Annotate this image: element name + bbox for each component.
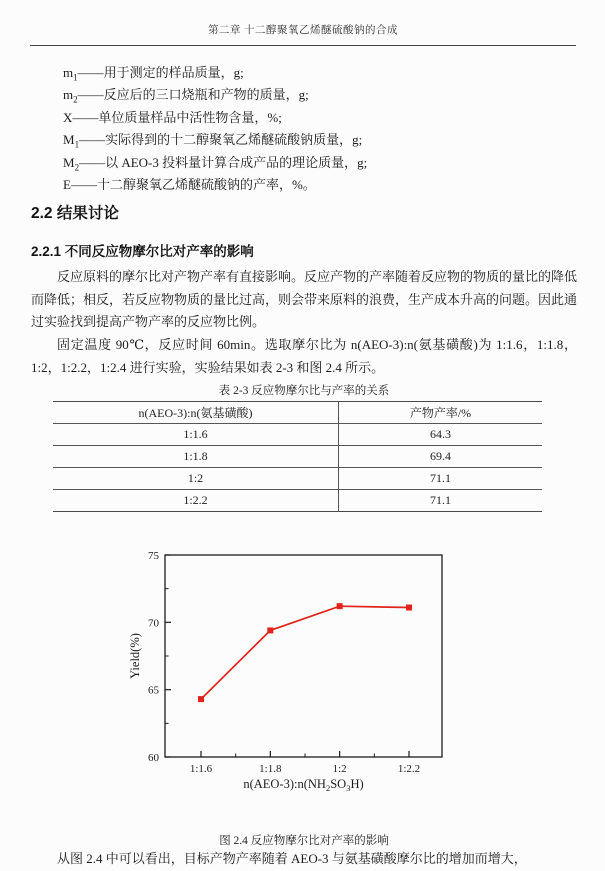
definitions-list: [63, 62, 578, 196]
table-cell: 71.1: [339, 468, 543, 490]
table-row: [53, 446, 542, 468]
paragraph-experiment-conditions: 固定温度 90℃，反应时间 60min。选取摩尔比为 n(AEO-3):n(氨基磺酸)为 1:1.6，1:1.8，1:2，1:2.2，1:2.4 进行实验，实验结果如表 2-3 和图 2.4 所示。: [31, 337, 577, 375]
definition-item: $m_1——$用于测定的样品质量，g;: [63, 65, 244, 83]
paragraph-molar-ratio-intro: 反应原料的摩尔比对产物产率有直接影响。反应产物的产率随着反应物的物质的量比的降低而降低；相反，若反应物物质的量比过高，则会带来原料的浪费，生产成本升高的问题。因此通过实验找到提高产物产率的反应物比例。: [31, 269, 578, 329]
paragraph-figure-discussion: 从图 2.4 中可以看出，目标产物产率随着 AEO-3 与氨基磺酸摩尔比的增加而增大，: [57, 851, 527, 866]
table-body: [53, 424, 542, 512]
table-row: [53, 490, 542, 512]
table-row: [53, 468, 542, 490]
page-header-title: 第二章 十二醇聚氧乙烯醚硫酸钠的合成: [207, 25, 399, 36]
definition-item: $M_2——$以 AEO-3 投料量计算合成产品的理论质量，g;: [63, 154, 368, 173]
table-cell: 64.3: [339, 424, 543, 446]
y-tick-label: 75: [148, 550, 159, 562]
data-point-marker: [267, 627, 273, 633]
x-tick-label: 1:1.6: [189, 763, 213, 775]
section-heading-2-2: 2.2 结果讨论: [31, 205, 119, 222]
y-axis-title: Yield(%): [128, 633, 142, 679]
data-point-marker: [198, 696, 204, 702]
table-cell: 1:2.2: [53, 490, 339, 512]
y-tick-label: 65: [148, 684, 159, 697]
definition-item: $M_1——$实际得到的十二醇聚氧乙烯醚硫酸钠质量，g;: [63, 132, 363, 150]
yield-vs-molar-ratio-chart: [120, 540, 480, 810]
header-rule: [30, 45, 576, 46]
x-tick-label: 1:1.8: [259, 763, 282, 775]
table-header-cell: 产物产率/%: [339, 402, 543, 424]
table-row: [53, 424, 542, 446]
y-tick-label: 70: [148, 617, 159, 630]
table-header-row: [53, 402, 542, 424]
x-axis-title: $n(AEO-3):n(NH_2SO_3H)$: [243, 777, 364, 793]
definition-item: E——十二醇聚氧乙烯醚硫酸钠的产率，%。: [63, 177, 316, 193]
table-cell: 69.4: [339, 446, 543, 468]
table-caption: 表 2-3 反应物摩尔比与产率的关系: [218, 385, 390, 397]
x-tick-label: 1:2: [332, 763, 347, 775]
table-header-cell: n(AEO-3):n(氨基磺酸): [53, 402, 339, 424]
definition-item: $m_2——$反应后的三口烧瓶和产物的质量，g;: [63, 87, 309, 105]
y-tick-label: 60: [148, 752, 159, 764]
table-cell: 1:2: [53, 468, 339, 490]
x-tick-label: 1:2.2: [397, 763, 421, 775]
data-point-marker: [406, 605, 412, 611]
table-cell: 1:1.6: [53, 424, 339, 446]
data-point-marker: [337, 603, 343, 609]
molar-ratio-table: [53, 401, 542, 512]
table-cell: 1:1.8: [53, 446, 339, 468]
table-cell: 71.1: [430, 493, 451, 507]
figure-caption: 图 2.4 反应物摩尔比对产率的影响: [219, 835, 389, 847]
section-heading-2-2-1: 2.2.1 不同反应物摩尔比对产率的影响: [31, 244, 254, 259]
definition-item: X——单位质量样品中活性物含量，%;: [63, 109, 282, 125]
